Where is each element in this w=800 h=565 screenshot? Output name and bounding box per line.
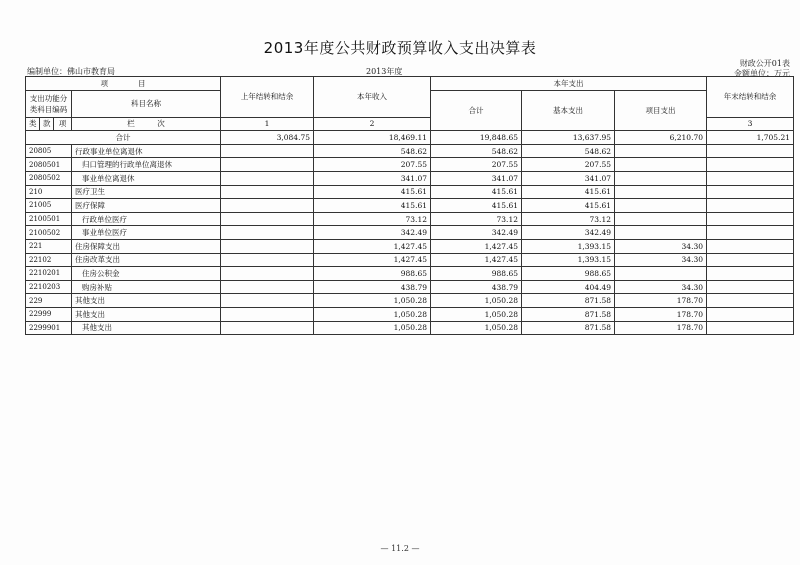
row-total: 415.61 bbox=[431, 185, 522, 199]
table-row bbox=[26, 199, 794, 213]
row-carry-start bbox=[221, 226, 314, 240]
row-total: 1,427.45 bbox=[431, 239, 522, 253]
table-row bbox=[26, 321, 794, 335]
row-total: 548.62 bbox=[431, 144, 522, 158]
year-label: 2013年度 bbox=[366, 67, 403, 76]
row-project: 34.30 bbox=[615, 239, 707, 253]
row-income: 342.49 bbox=[314, 226, 431, 240]
row-subject-name: 住房保障支出 bbox=[72, 239, 221, 253]
table-row bbox=[26, 226, 794, 240]
row-project: 34.30 bbox=[615, 280, 707, 294]
row-carry-end bbox=[707, 307, 794, 321]
row-code: 210 bbox=[26, 185, 72, 199]
row-carry-start bbox=[221, 144, 314, 158]
table-row bbox=[26, 253, 794, 267]
row-carry-end bbox=[707, 212, 794, 226]
row-carry-end bbox=[707, 158, 794, 172]
row-basic: 1,393.15 bbox=[522, 239, 615, 253]
row-income: 207.55 bbox=[314, 158, 431, 172]
row-basic: 415.61 bbox=[522, 185, 615, 199]
header-project: 项目支出 bbox=[615, 90, 707, 131]
row-carry-end bbox=[707, 199, 794, 213]
row-total: 1,050.28 bbox=[431, 307, 522, 321]
row-basic: 73.12 bbox=[522, 212, 615, 226]
header-lei: 类 bbox=[26, 117, 40, 131]
header-kuan: 款 bbox=[40, 117, 54, 131]
row-carry-start bbox=[221, 239, 314, 253]
header-carryover-start: 上年结转和结余 bbox=[221, 77, 314, 118]
table-row bbox=[26, 185, 794, 199]
row-code: 21005 bbox=[26, 199, 72, 213]
row-code: 229 bbox=[26, 294, 72, 308]
row-code: 20805 bbox=[26, 144, 72, 158]
row-subject-name: 其他支出 bbox=[72, 307, 221, 321]
row-income: 988.65 bbox=[314, 267, 431, 281]
row-project bbox=[615, 185, 707, 199]
header-carryover-end: 年末结转和结余 bbox=[707, 77, 794, 118]
header-func-class: 支出功能分类科目编码 bbox=[26, 90, 72, 117]
table-row bbox=[26, 144, 794, 158]
col-num-1: 1 bbox=[221, 117, 314, 131]
row-basic: 404.49 bbox=[522, 280, 615, 294]
row-carry-end bbox=[707, 267, 794, 281]
page-number: — 11.2 — bbox=[380, 544, 420, 553]
row-carry-start bbox=[221, 185, 314, 199]
total-income: 18,469.11 bbox=[314, 131, 431, 145]
row-carry-start bbox=[221, 212, 314, 226]
row-income: 1,050.28 bbox=[314, 307, 431, 321]
header-subject-name: 科目名称 bbox=[72, 90, 221, 117]
row-basic: 341.07 bbox=[522, 171, 615, 185]
row-total: 207.55 bbox=[431, 158, 522, 172]
row-total: 1,427.45 bbox=[431, 253, 522, 267]
total-basic: 13,637.95 bbox=[522, 131, 615, 145]
row-income: 415.61 bbox=[314, 199, 431, 213]
header-item: 项 目 bbox=[26, 77, 221, 91]
row-income: 73.12 bbox=[314, 212, 431, 226]
row-subject-name: 购房补贴 bbox=[72, 280, 221, 294]
row-carry-start bbox=[221, 294, 314, 308]
row-code: 2100501 bbox=[26, 212, 72, 226]
table-row bbox=[26, 307, 794, 321]
row-carry-end bbox=[707, 239, 794, 253]
table-row bbox=[26, 171, 794, 185]
table-row bbox=[26, 280, 794, 294]
row-carry-end bbox=[707, 321, 794, 335]
row-project: 178.70 bbox=[615, 294, 707, 308]
row-total: 415.61 bbox=[431, 199, 522, 213]
row-project bbox=[615, 199, 707, 213]
col-num-2: 2 bbox=[314, 117, 431, 131]
row-subject-name: 事业单位医疗 bbox=[72, 226, 221, 240]
row-code: 2080502 bbox=[26, 171, 72, 185]
total-project: 6,210.70 bbox=[615, 131, 707, 145]
row-carry-start bbox=[221, 280, 314, 294]
total-carry-start: 3,084.75 bbox=[221, 131, 314, 145]
row-subject-name: 其他支出 bbox=[72, 321, 221, 335]
header-expense-group: 本年支出 bbox=[431, 77, 707, 91]
row-carry-end bbox=[707, 226, 794, 240]
header-total: 合计 bbox=[431, 90, 522, 131]
org-label: 编制单位：佛山市教育局 bbox=[27, 67, 115, 76]
row-code: 221 bbox=[26, 239, 72, 253]
row-project: 34.30 bbox=[615, 253, 707, 267]
row-carry-end bbox=[707, 280, 794, 294]
row-basic: 548.62 bbox=[522, 144, 615, 158]
row-carry-start bbox=[221, 253, 314, 267]
row-total: 73.12 bbox=[431, 212, 522, 226]
row-carry-start bbox=[221, 158, 314, 172]
row-basic: 1,393.15 bbox=[522, 253, 615, 267]
row-carry-start bbox=[221, 267, 314, 281]
row-carry-end bbox=[707, 144, 794, 158]
row-income: 548.62 bbox=[314, 144, 431, 158]
row-income: 415.61 bbox=[314, 185, 431, 199]
row-carry-end bbox=[707, 294, 794, 308]
row-project bbox=[615, 171, 707, 185]
row-subject-name: 住房改革支出 bbox=[72, 253, 221, 267]
row-subject-name: 住房公积金 bbox=[72, 267, 221, 281]
row-subject-name: 事业单位离退休 bbox=[72, 171, 221, 185]
row-basic: 871.58 bbox=[522, 307, 615, 321]
total-row bbox=[26, 131, 794, 145]
row-basic: 871.58 bbox=[522, 321, 615, 335]
row-basic: 207.55 bbox=[522, 158, 615, 172]
table-row bbox=[26, 267, 794, 281]
table-row bbox=[26, 294, 794, 308]
table-row bbox=[26, 239, 794, 253]
row-project bbox=[615, 267, 707, 281]
row-basic: 988.65 bbox=[522, 267, 615, 281]
row-subject-name: 医疗保障 bbox=[72, 199, 221, 213]
row-project bbox=[615, 212, 707, 226]
row-carry-start bbox=[221, 307, 314, 321]
budget-table bbox=[25, 76, 794, 335]
row-carry-end bbox=[707, 253, 794, 267]
row-carry-start bbox=[221, 321, 314, 335]
header-xiang: 项 bbox=[54, 117, 72, 131]
row-project bbox=[615, 158, 707, 172]
row-total: 988.65 bbox=[431, 267, 522, 281]
row-total: 342.49 bbox=[431, 226, 522, 240]
col-num-3: 3 bbox=[707, 117, 794, 131]
row-code: 22102 bbox=[26, 253, 72, 267]
row-subject-name: 其他支出 bbox=[72, 294, 221, 308]
unit-label: 金额单位：万元 bbox=[734, 69, 790, 78]
row-total: 438.79 bbox=[431, 280, 522, 294]
page-title: 2013年度公共财政预算收入支出决算表 bbox=[263, 39, 537, 57]
row-income: 438.79 bbox=[314, 280, 431, 294]
row-basic: 415.61 bbox=[522, 199, 615, 213]
row-subject-name: 行政单位医疗 bbox=[72, 212, 221, 226]
total-carry-end: 1,705.21 bbox=[707, 131, 794, 145]
row-carry-end bbox=[707, 171, 794, 185]
header-col-row: 栏 次 bbox=[72, 117, 221, 131]
row-code: 22999 bbox=[26, 307, 72, 321]
row-code: 2080501 bbox=[26, 158, 72, 172]
row-project bbox=[615, 144, 707, 158]
row-carry-start bbox=[221, 171, 314, 185]
row-code: 2100502 bbox=[26, 226, 72, 240]
row-total: 1,050.28 bbox=[431, 321, 522, 335]
row-income: 1,427.45 bbox=[314, 253, 431, 267]
row-code: 2210201 bbox=[26, 267, 72, 281]
row-project: 178.70 bbox=[615, 307, 707, 321]
row-subject-name: 医疗卫生 bbox=[72, 185, 221, 199]
row-income: 1,427.45 bbox=[314, 239, 431, 253]
row-income: 1,050.28 bbox=[314, 321, 431, 335]
row-income: 341.07 bbox=[314, 171, 431, 185]
form-id: 财政公开01表 bbox=[739, 59, 790, 68]
header-income: 本年收入 bbox=[314, 77, 431, 118]
row-income: 1,050.28 bbox=[314, 294, 431, 308]
table-row bbox=[26, 212, 794, 226]
total-label: 合计 bbox=[26, 131, 221, 145]
row-total: 341.07 bbox=[431, 171, 522, 185]
table-row bbox=[26, 158, 794, 172]
row-carry-end bbox=[707, 185, 794, 199]
row-carry-start bbox=[221, 199, 314, 213]
row-subject-name: 归口管理的行政单位离退休 bbox=[72, 158, 221, 172]
row-code: 2299901 bbox=[26, 321, 72, 335]
row-basic: 342.49 bbox=[522, 226, 615, 240]
total-total: 19,848.65 bbox=[431, 131, 522, 145]
row-project bbox=[615, 226, 707, 240]
row-project: 178.70 bbox=[615, 321, 707, 335]
row-basic: 871.58 bbox=[522, 294, 615, 308]
row-subject-name: 行政事业单位离退休 bbox=[72, 144, 221, 158]
row-total: 1,050.28 bbox=[431, 294, 522, 308]
header-basic: 基本支出 bbox=[522, 90, 615, 131]
row-code: 2210203 bbox=[26, 280, 72, 294]
